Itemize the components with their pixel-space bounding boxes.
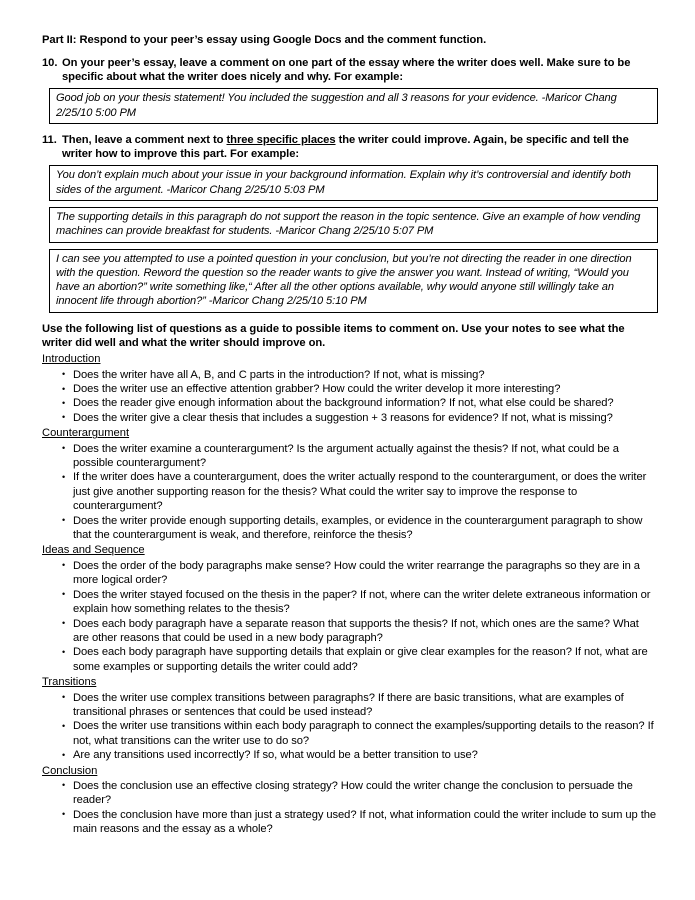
question-list-conclusion: [42, 779, 657, 837]
section-heading-counterargument: Counterargument: [42, 427, 130, 440]
section-counterargument: [42, 426, 657, 542]
step-11-text-before: Then, leave a comment next to: [62, 134, 227, 146]
list-item: • Does the writer use an effective attention grabber? How could the writer develop it more interesting?: [42, 382, 657, 396]
step-10-number: 10.: [42, 57, 58, 69]
question-list-transitions: [42, 691, 657, 763]
step-11-emphasis: three specific places: [226, 134, 336, 146]
section-heading-ideas-and-sequence: Ideas and Sequence: [42, 544, 145, 557]
comment-box-improve-2: The supporting details in this paragraph do not support the reason in the topic sentence. Give an example of how vending machines can provide breakfast for students. -Maricor Chang 2/25/10 5:07 PM: [49, 207, 658, 243]
list-item: • Does the order of the body paragraphs make sense? How could the writer rearrange the paragraphs so they are in a more logical order?: [42, 559, 657, 588]
step-10: [42, 56, 657, 84]
step-11-number: 11.: [42, 134, 57, 146]
list-item: • Does the writer examine a counterargument? Is the argument actually against the thesis? If not, what could be a possible counterargument?: [42, 442, 657, 471]
section-ideas-and-sequence: [42, 543, 657, 674]
instructions-paragraph: Use the following list of questions as a guide to possible items to comment on. Use your notes to see what the writer did well and what the writer should improve on.: [42, 322, 625, 349]
page-title: Part II: Respond to your peer’s essay using Google Docs and the comment function.: [42, 34, 487, 46]
list-item: • Does the conclusion have more than just a strategy used? If not, what information could the writer include to sum up the main reasons and the essay as a whole?: [42, 808, 657, 837]
list-item: • Are any transitions used incorrectly? If so, what would be a better transition to use?: [42, 748, 657, 762]
question-list-ideas-and-sequence: [42, 559, 657, 674]
list-item: • Does the writer have all A, B, and C parts in the introduction? If not, what is missing?: [42, 368, 657, 382]
list-item: • Does the reader give enough information about the background information? If not, what else could be shared?: [42, 396, 657, 410]
step-10-text: On your peer’s essay, leave a comment on one part of the essay where the writer does well. Make sure to be specific about what the writer does nicely and why. For example:: [62, 57, 631, 84]
section-introduction: [42, 352, 657, 425]
list-item: • Does each body paragraph have a separate reason that supports the thesis? If not, which ones are the same? What are other reasons that could be used in a new body paragraph?: [42, 617, 657, 646]
list-item: • Does the writer stayed focused on the thesis in the paper? If not, where can the writer delete extraneous information or explain how something relates to the thesis?: [42, 588, 657, 617]
section-conclusion: [42, 764, 657, 837]
question-list-introduction: [42, 368, 657, 426]
list-item: • Does the writer use transitions within each body paragraph to connect the examples/supporting details to the reason? If not, what transitions can the writer use to do so?: [42, 719, 657, 748]
list-item: • If the writer does have a counterargument, does the writer actually respond to the counterargument, or does the writer just give another supporting reason for the thesis? What could the writer say to improve the response to counterargument?: [42, 470, 657, 513]
comment-box-good-example: Good job on your thesis statement! You included the suggestion and all 3 reasons for your evidence. -Maricor Chang 2/25/10 5:00 PM: [49, 88, 658, 124]
list-item: • Does the writer provide enough supporting details, examples, or evidence in the counterargument paragraph to show that the counterargument is weak, and therefore, reinforce the thesis?: [42, 514, 657, 543]
list-item: • Does each body paragraph have supporting details that explain or give clear examples for the reason? If not, what are some examples or supporting details the writer could add?: [42, 645, 657, 674]
list-item: • Does the writer use complex transitions between paragraphs? If there are basic transitions, what are examples of transitional phrases or sentences that could be used instead?: [42, 691, 657, 720]
list-item: • Does the conclusion use an effective closing strategy? How could the writer change the conclusion to persuade the reader?: [42, 779, 657, 808]
question-list-counterargument: [42, 442, 657, 543]
section-heading-conclusion: Conclusion: [42, 764, 98, 777]
step-11: [42, 133, 657, 161]
comment-box-improve-3: I can see you attempted to use a pointed question in your conclusion, but you’re not directing the reader in one direction with the question. Reword the question so the reader wants to give the answer you want. Instead of writing, “Would you have an abortion?” write something like,“ After all the other options available, why would anyone still willingly take an innocent life through abortion?” -Maricor Chang 2/25/10 5:10 PM: [49, 249, 658, 313]
section-transitions: [42, 675, 657, 762]
list-item: • Does the writer give a clear thesis that includes a suggestion + 3 reasons for evidence? If not, what is missing?: [42, 411, 657, 425]
comment-box-improve-1: You don’t explain much about your issue in your background information. Explain why it’s controversial and identify both sides of the argument. -Maricor Chang 2/25/10 5:03 PM: [49, 165, 658, 201]
section-heading-introduction: Introduction: [42, 353, 101, 366]
step-11-text-after: the writer could improve. Again, be specific and tell the writer how to improve this part. For example:: [62, 134, 629, 161]
section-heading-transitions: Transitions: [42, 676, 97, 689]
